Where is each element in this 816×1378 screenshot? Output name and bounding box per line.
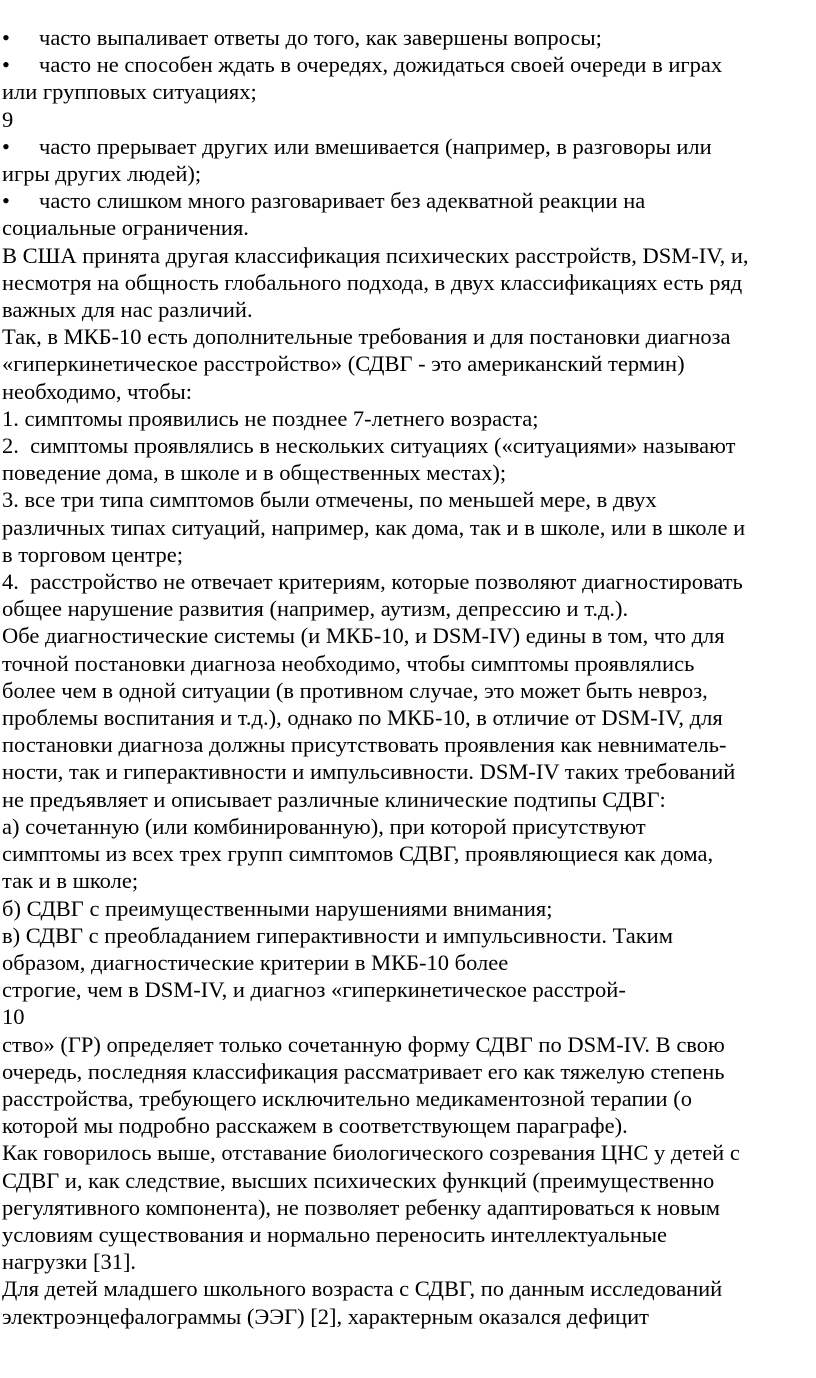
- text-line: [2, 187, 816, 214]
- line-text: игры других людей);: [2, 161, 202, 187]
- text-line: [2, 895, 816, 922]
- line-text: очередь, последняя классификация рассматривает его как тяжелую степень: [2, 1058, 725, 1084]
- text-line: [2, 622, 816, 649]
- bullet-marker: •: [2, 188, 10, 214]
- line-text: важных для нас различий.: [2, 297, 253, 323]
- line-text: точной постановки диагноза необходимо, чтобы симптомы проявлялись: [2, 650, 695, 676]
- text-line: [2, 133, 816, 160]
- line-text: условиям существования и нормально переносить интеллектуальные: [2, 1221, 668, 1247]
- line-text: 3. все три типа симптомов были отмечены, по меньшей мере, в двух: [2, 487, 657, 513]
- text-line: [2, 405, 816, 432]
- text-line: [2, 677, 816, 704]
- bullet-marker: •: [2, 133, 10, 159]
- line-text: СДВГ и, как следствие, высших психических функций (преимущественно: [2, 1167, 715, 1193]
- text-line: [2, 350, 816, 377]
- text-line: [2, 1058, 816, 1085]
- line-text: не предъявляет и описывает различные клинические подтипы СДВГ:: [2, 786, 666, 812]
- text-line: [2, 323, 816, 350]
- text-line: [2, 1167, 816, 1194]
- text-line: [2, 867, 816, 894]
- line-text: Как говорилось выше, отставание биологического созревания ЦНС у детей с: [2, 1140, 740, 1166]
- text-line: [2, 486, 816, 513]
- text-line: [2, 1112, 816, 1139]
- line-text: ство» (ГР) определяет только сочетанную форму СДВГ по DSM-IV. В свою: [2, 1031, 725, 1057]
- line-text: строгие, чем в DSM-IV, и диагноз «гиперкинетическое расстрой-: [2, 977, 626, 1003]
- line-text: 2. симптомы проявлялись в нескольких ситуациях («ситуациями» называют: [2, 433, 736, 459]
- text-line: [2, 269, 816, 296]
- text-line: [2, 758, 816, 785]
- line-text: в) СДВГ с преобладанием гиперактивности и импульсивности. Таким: [2, 922, 673, 948]
- line-text: которой мы подробно расскажем в соответствующем параграфе).: [2, 1113, 628, 1139]
- line-text: электроэнцефалограммы (ЭЭГ) [2], характерным оказался дефицит: [2, 1303, 649, 1329]
- line-text: расстройства, требующего исключительно медикаментозной терапии (о: [2, 1085, 692, 1111]
- text-line: [2, 1275, 816, 1302]
- text-line: [2, 568, 816, 595]
- line-text: общее нарушение развития (например, аутизм, депрессию и т.д.).: [2, 596, 629, 622]
- line-text: более чем в одной ситуации (в противном случае, это может быть невроз,: [2, 677, 708, 703]
- text-line: [2, 1221, 816, 1248]
- line-text: образом, диагностические критерии в МКБ-10 более: [2, 949, 509, 975]
- text-line: [2, 922, 816, 949]
- text-line: [2, 949, 816, 976]
- line-text: поведение дома, в школе и в общественных местах);: [2, 460, 507, 486]
- line-text: нагрузки [31].: [2, 1249, 137, 1275]
- text-line: [2, 731, 816, 758]
- line-text: несмотря на общность глобального подхода, в двух классификациях есть ряд: [2, 269, 743, 295]
- line-text: часто слишком много разговаривает без адекватной реакции на: [39, 188, 646, 214]
- line-text: Для детей младшего школьного возраста с СДВГ, по данным исследований: [2, 1276, 723, 1302]
- line-text: б) СДВГ с преимущественными нарушениями внимания;: [2, 895, 553, 921]
- text-line: [2, 24, 816, 51]
- bullet-marker: •: [2, 52, 10, 78]
- text-line: [2, 459, 816, 486]
- line-text: социальные ограничения.: [2, 215, 249, 241]
- text-line: [2, 1085, 816, 1112]
- line-text: 1. симптомы проявились не позднее 7-летнего возраста;: [2, 405, 539, 431]
- text-line: [2, 786, 816, 813]
- line-text: 4. расстройство не отвечает критериям, которые позволяют диагностировать: [2, 569, 743, 595]
- line-text: часто не способен ждать в очередях, дожидаться своей очереди в играх: [39, 52, 723, 78]
- text-line: [2, 976, 816, 1003]
- line-text: часто выпаливает ответы до того, как завершены вопросы;: [39, 25, 602, 50]
- line-text: 10: [2, 1004, 25, 1030]
- text-line: [2, 378, 816, 405]
- text-line: [2, 1031, 816, 1058]
- text-line: [2, 704, 816, 731]
- line-text: Так, в МКБ-10 есть дополнительные требования и для постановки диагноза: [2, 324, 731, 350]
- text-line: [2, 840, 816, 867]
- text-line: [2, 595, 816, 622]
- text-line: [2, 214, 816, 241]
- text-line: [2, 296, 816, 323]
- bullet-marker: •: [2, 25, 10, 50]
- text-line: [2, 1303, 816, 1330]
- text-line: [2, 650, 816, 677]
- line-text: в торговом центре;: [2, 541, 184, 567]
- text-line: [2, 541, 816, 568]
- text-line: [2, 78, 816, 105]
- line-text: симптомы из всех трех групп симптомов СДВГ, проявляющиеся как дома,: [2, 841, 714, 867]
- line-text: или групповых ситуациях;: [2, 79, 257, 105]
- text-line: [2, 1194, 816, 1221]
- text-line: [2, 432, 816, 459]
- text-line: [2, 1248, 816, 1275]
- line-text: часто прерывает других или вмешивается (например, в разговоры или: [39, 133, 712, 159]
- text-line: [2, 242, 816, 269]
- line-text: Обе диагностические системы (и МКБ-10, и DSM-IV) едины в том, что для: [2, 623, 725, 649]
- text-line: [2, 813, 816, 840]
- line-text: а) сочетанную (или комбинированную), при которой присутствуют: [2, 813, 646, 839]
- text-line: [2, 514, 816, 541]
- text-line: [2, 51, 816, 78]
- line-text: так и в школе;: [2, 868, 139, 894]
- line-text: различных типах ситуаций, например, как дома, так и в школе, или в школе и: [2, 514, 746, 540]
- line-text: необходимо, чтобы:: [2, 378, 193, 404]
- line-text: проблемы воспитания и т.д.), однако по МКБ-10, в отличие от DSM-IV, для: [2, 705, 723, 731]
- text-line: [2, 1139, 816, 1166]
- line-text: регулятивного компонента), не позволяет ребенку адаптироваться к новым: [2, 1194, 721, 1220]
- line-text: «гиперкинетическое расстройство» (СДВГ - это американский термин): [2, 351, 685, 377]
- text-line: [2, 1003, 816, 1030]
- line-text: В США принята другая классификация психических расстройств, DSM-IV, и,: [2, 242, 749, 268]
- text-line: [2, 160, 816, 187]
- line-text: постановки диагноза должны присутствовать проявления как невниматель-: [2, 732, 727, 758]
- line-text: 9: [2, 106, 14, 132]
- text-line: [2, 106, 816, 133]
- line-text: ности, так и гиперактивности и импульсивности. DSM-IV таких требований: [2, 759, 736, 785]
